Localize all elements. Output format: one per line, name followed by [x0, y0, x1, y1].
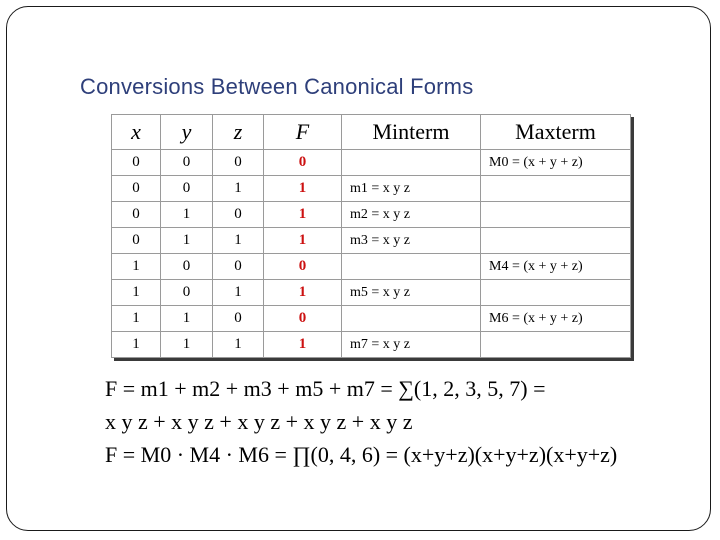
cell-x: 1: [112, 332, 161, 358]
cell-x: 1: [112, 254, 161, 280]
table-row: [112, 202, 631, 228]
cell-z: 1: [213, 280, 264, 306]
cell-x: 1: [112, 306, 161, 332]
cell-minterm: [342, 254, 481, 280]
cell-maxterm: [481, 332, 631, 358]
product-of-maxterms-equation: F = M0 · M4 · M6 = ∏(0, 4, 6) = (x+y+z)(x+y+z)(x+y+z): [105, 442, 618, 467]
cell-maxterm: M0 = (x + y + z): [481, 150, 631, 176]
cell-x: 0: [112, 150, 161, 176]
table-row: [112, 176, 631, 202]
cell-y: 1: [161, 228, 213, 254]
equations: [105, 372, 617, 471]
slide-title: Conversions Between Canonical Forms: [80, 74, 474, 99]
cell-y: 0: [161, 176, 213, 202]
header-maxterm: Maxterm: [481, 115, 631, 150]
cell-y: 0: [161, 150, 213, 176]
sum-of-minterms-equation: F = m1 + m2 + m3 + m5 + m7 = ∑(1, 2, 3, 5, 7) =: [105, 376, 546, 401]
header-y: y: [161, 115, 213, 150]
table-row: [112, 228, 631, 254]
table-row: [112, 150, 631, 176]
cell-f: 0: [264, 150, 342, 176]
cell-x: 0: [112, 228, 161, 254]
table-header-row: [112, 115, 631, 150]
truth-table: [111, 114, 631, 358]
cell-z: 0: [213, 202, 264, 228]
cell-y: 1: [161, 306, 213, 332]
cell-minterm: [342, 150, 481, 176]
cell-f: 1: [264, 176, 342, 202]
cell-y: 0: [161, 280, 213, 306]
cell-z: 1: [213, 176, 264, 202]
cell-maxterm: M6 = (x + y + z): [481, 306, 631, 332]
cell-z: 1: [213, 332, 264, 358]
cell-maxterm: [481, 202, 631, 228]
cell-maxterm: [481, 176, 631, 202]
cell-maxterm: [481, 280, 631, 306]
cell-y: 1: [161, 332, 213, 358]
table-row: [112, 280, 631, 306]
header-z: z: [213, 115, 264, 150]
cell-minterm: m7 = x y z: [342, 332, 481, 358]
header-f: F: [264, 115, 342, 150]
header-x: x: [112, 115, 161, 150]
sum-of-products-expansion: x y z + x y z + x y z + x y z + x y z: [105, 409, 413, 434]
cell-z: 0: [213, 150, 264, 176]
cell-z: 0: [213, 254, 264, 280]
cell-x: 0: [112, 176, 161, 202]
table-row: [112, 332, 631, 358]
cell-y: 1: [161, 202, 213, 228]
cell-x: 0: [112, 202, 161, 228]
cell-minterm: m3 = x y z: [342, 228, 481, 254]
cell-y: 0: [161, 254, 213, 280]
cell-z: 1: [213, 228, 264, 254]
cell-x: 1: [112, 280, 161, 306]
cell-f: 0: [264, 306, 342, 332]
header-minterm: Minterm: [342, 115, 481, 150]
cell-maxterm: [481, 228, 631, 254]
table-row: [112, 306, 631, 332]
cell-f: 1: [264, 332, 342, 358]
cell-f: 1: [264, 280, 342, 306]
cell-f: 1: [264, 228, 342, 254]
cell-minterm: m1 = x y z: [342, 176, 481, 202]
cell-minterm: m2 = x y z: [342, 202, 481, 228]
table-row: [112, 254, 631, 280]
cell-minterm: m5 = x y z: [342, 280, 481, 306]
cell-z: 0: [213, 306, 264, 332]
cell-f: 1: [264, 202, 342, 228]
cell-maxterm: M4 = (x + y + z): [481, 254, 631, 280]
cell-f: 0: [264, 254, 342, 280]
cell-minterm: [342, 306, 481, 332]
